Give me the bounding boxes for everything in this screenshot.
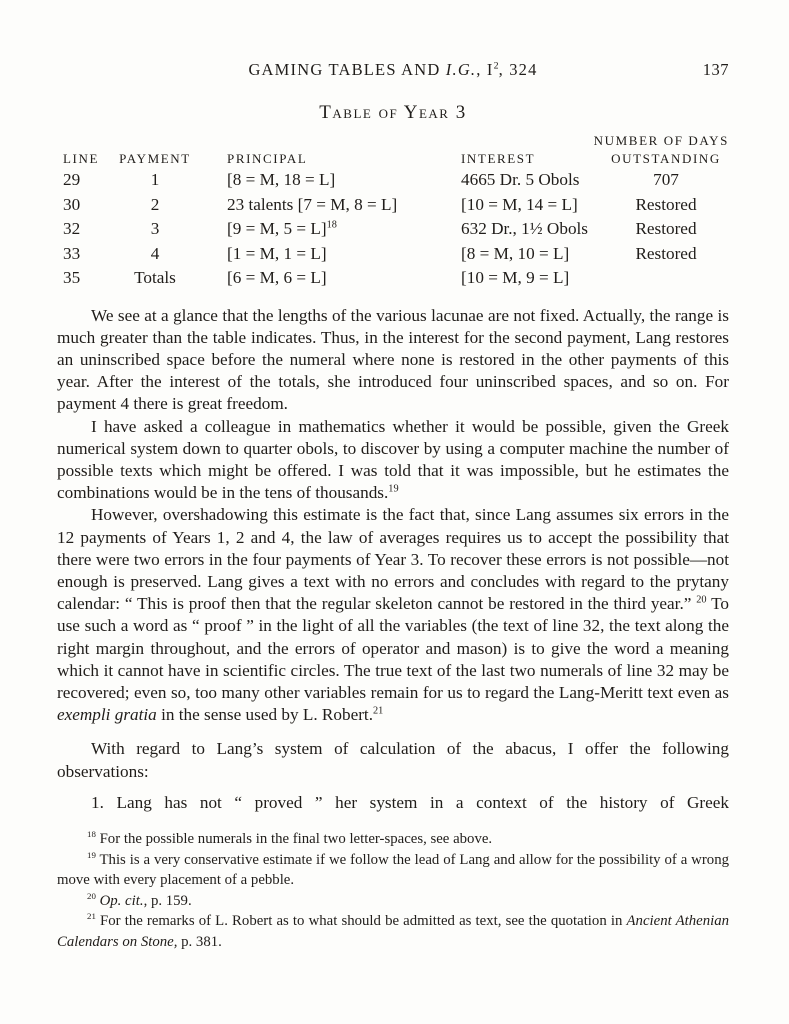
table-row: [57, 266, 729, 291]
table-row: [57, 193, 729, 218]
table-row: [57, 242, 729, 267]
numbered-observation: 1. Lang has not “ proved ” her system in a context of the history of Greek: [91, 792, 729, 812]
col-header-number-of-days: NUMBER OF DAYS: [593, 133, 729, 148]
cell-days: Restored: [635, 243, 697, 263]
cell-payment: Totals: [134, 268, 176, 287]
cell-payment: 1: [150, 170, 160, 189]
page-number: 137: [702, 60, 729, 79]
footnotes-block: [57, 829, 729, 953]
footnote-20: $^{20}$ Op. cit., p. 159.: [87, 890, 192, 909]
cell-payment: 4: [150, 243, 160, 263]
cell-principal: [6 = M, 6 = L]: [227, 268, 327, 287]
col-header-interest: INTEREST: [461, 151, 536, 166]
running-head: [57, 60, 729, 80]
cell-interest: 4665 Dr. 5 Obols: [461, 170, 580, 189]
body-paragraph: I have asked a colleague in mathematics whether it would be possible, given the Greek numerical system down to quarter obols, to discover by using a computer machine the number of possible texts which might be offered. I was told that it was impossible, but he estimates the combinations would be in the tens of thousands.$^{19}$: [57, 416, 729, 503]
cell-line: 32: [63, 219, 81, 238]
cell-principal: [9 = M, 5 = L]$^{18}$: [227, 219, 337, 238]
col-header-outstanding: OUTSTANDING: [611, 151, 721, 166]
cell-days: [605, 266, 727, 291]
cell-principal: [1 = M, 1 = L]: [227, 243, 327, 263]
footnote-18: $^{18}$ For the possible numerals in the final two letter-spaces, see above.: [87, 829, 493, 847]
col-header-payment: PAYMENT: [119, 151, 191, 166]
footnote-19: $^{19}$ This is a very conservative estimate if we follow the lead of Lang and allow for the possibility of a wrong move with every placement of a pebble.: [57, 849, 729, 889]
footnote-21: $^{21}$ For the remarks of L. Robert as to what should be admitted as text, see the quotation in Ancient Athenian Calendars on Stone, p. 381.: [57, 911, 730, 950]
cell-payment: 3: [150, 219, 160, 238]
cell-interest: [10 = M, 9 = L]: [461, 268, 570, 287]
cell-payment: 2: [150, 194, 160, 214]
cell-interest: 632 Dr., 1½ Obols: [461, 219, 589, 238]
table-row: [57, 168, 729, 193]
cell-line: 29: [63, 170, 81, 189]
running-title: GAMING TABLES AND I.G., $I^2$, 324: [248, 60, 538, 79]
body-paragraph: We see at a glance that the lengths of the various lacunae are not fixed. Actually, the range is much greater than the table indicates. Thus, in the interest for the second payment, Lang restores an uninscribed space before the numeral where none is restored in the other payments of this year. After the interest of the totals, she introduced four uninscribed spaces, and so on. For payment 4 there is great freedom.: [57, 305, 729, 414]
col-header-principal: PRINCIPAL: [227, 151, 308, 166]
cell-days: Restored: [635, 219, 697, 238]
cell-principal: [8 = M, 18 = L]: [227, 170, 336, 189]
body-paragraph: However, overshadowing this estimate is the fact that, since Lang assumes six errors in the 12 payments of Years 1, 2 and 4, the law of averages requires us to accept the possibility that there were two errors in the four payments of Year 3. To recover these errors is not possible—not enough is preserved. Lang gives a text with no errors and concludes with regard to the prytany calendar: “ This is proof then that the regular skeleton cannot be restored in the third year.” $^{20}$ To use such a word as “ proof ” in the light of all the variables (the text of line 32, the text along the right margin throughout, and the errors of operator and mason) is to give the word a meaning which it cannot have in scientific circles. The true text of the last two numerals of line 32 may be recovered; even so, too many other variables remain for us to regard the Lang-Meritt text even as exempli gratia in the sense used by L. Robert.$^{21}$: [57, 505, 729, 725]
cell-line: 33: [63, 243, 81, 263]
body-paragraph: With regard to Lang’s system of calculation of the abacus, I offer the following observations:: [57, 739, 729, 781]
payments-table: [57, 150, 729, 291]
col-header-line: LINE: [63, 151, 99, 166]
table-title: Table of Year 3: [319, 102, 467, 123]
cell-principal: 23 talents [7 = M, 8 = L]: [227, 194, 398, 214]
table-row: [57, 217, 729, 242]
cell-line: 35: [63, 268, 81, 287]
table-header-row: [57, 150, 729, 168]
cell-interest: [8 = M, 10 = L]: [461, 243, 570, 263]
cell-days: Restored: [635, 194, 697, 214]
cell-days: 707: [653, 170, 679, 189]
cell-line: 30: [63, 194, 81, 214]
cell-interest: [10 = M, 14 = L]: [461, 194, 578, 214]
